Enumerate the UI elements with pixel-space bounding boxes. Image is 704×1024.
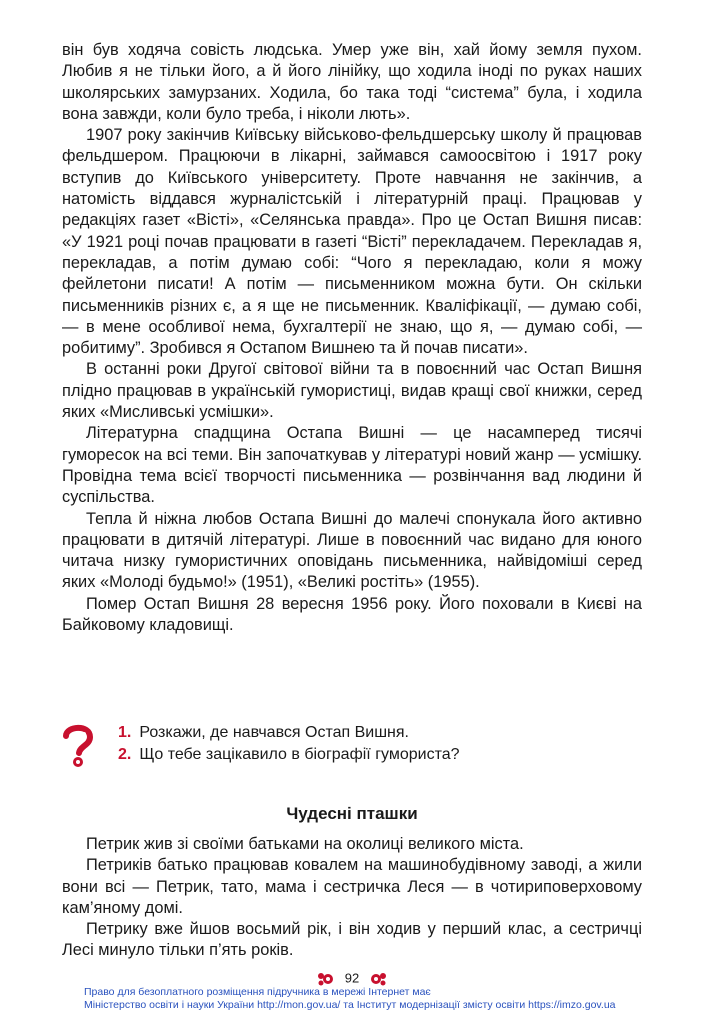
- footer-line: Міністерство освіти і науки України http://mon.gov.ua/ та Інститут модернізації змісту освіти https://imzo.gov.ua: [84, 999, 616, 1011]
- paragraph: Петриків батько працював ковалем на машинобудівному заводі, а жили вони всі — Петрик, тато, мама і сестричка Леся — в чотириповерховому кам’яному домі.: [62, 856, 642, 917]
- question-number: 2.: [118, 746, 132, 763]
- question-text: Що тебе зацікавило в біографії гумориста?: [139, 746, 460, 763]
- questions-list: [118, 722, 638, 766]
- paragraph: В останні роки Другої світової війни та в повоєнний час Остап Вишня плідно працював в українській гумористиці, видав кращі свої книжки, серед яких «Мисливські усмішки».: [62, 360, 642, 422]
- footer: [84, 986, 644, 1012]
- paragraph: 1907 року закінчив Київську військово-фельдшерську школу й працював фельдшером. Працюючи в лікарні, займався самоосвітою і 1917 року вступив до Київського університету. Проте навчання не закінчив, а натомість віддався журналістській і літературній праці. Працював у редакціях газет «Вісті», «Селянська правда». Про це Остап Вишня писав: «У 1921 році почав працювати в газеті “Вісті” перекладачем. Перекладав я, перекладав, а потім думаю собі: “Чого я перекладаю, коли я можу фейлетони писати! А потім — письменником можна бути. Он скільки письменників різних є, а я ще не письменник. Кваліфікації, — думаю собі, — в мене особливої нема, бухгалтерії не знаю, що я, — думаю собі, — робитиму”. Зробився я Остапом Вишнею та й почав писати».: [62, 126, 642, 358]
- paragraph: він був ходяча совість людська. Умер уже він, хай йому земля пухом. Любив я не тільки його, а й його лінійку, що ходила іноді по руках наших школярських замурзаних. Ходила, бо така тоді “система” була, і ходила вона завжди, коли було треба, і ніколи лють».: [62, 41, 642, 123]
- story-title: Чудесні пташки: [286, 804, 418, 823]
- paragraph: Літературна спадщина Остапа Вишні — це насамперед тисячі гуморесок на всі теми. Він започаткував у літературі новий жанр — усмішку. Провідна тема всієї творчості письменника — розвінчання вад людини й суспільства.: [62, 424, 642, 507]
- footer-line: Право для безоплатного розміщення підручника в мережі Інтернет має: [84, 986, 431, 998]
- question-text: Розкажи, де навчався Остап Вишня.: [139, 724, 409, 741]
- paragraph: Петрику вже йшов восьмий рік, і він ходив у перший клас, а сестричці Лесі минуло тільки п’ять років.: [62, 920, 642, 960]
- story-text: [62, 834, 642, 962]
- question-mark-icon: [60, 722, 96, 768]
- paragraph: Петрик жив зі своїми батьками на околиці великого міста.: [86, 835, 524, 853]
- question-item: [118, 744, 638, 766]
- page-number: 92: [344, 970, 360, 986]
- paragraph: Тепла й ніжна любов Остапа Вишні до малечі спонукала його активно працювати в дитячій літературі. Лише в повоєнний час видано для юного читача низку гумористичних оповідань письменника, найвідоміші серед яких «Молоді будьмо!» (1951), «Великі ростіть» (1955).: [62, 509, 642, 592]
- question-number: 1.: [118, 724, 132, 741]
- biography-text: [62, 40, 642, 636]
- paragraph: Помер Остап Вишня 28 вересня 1956 року. Його поховали в Києві на Байковому кладовищі.: [62, 594, 642, 635]
- question-item: [118, 722, 638, 744]
